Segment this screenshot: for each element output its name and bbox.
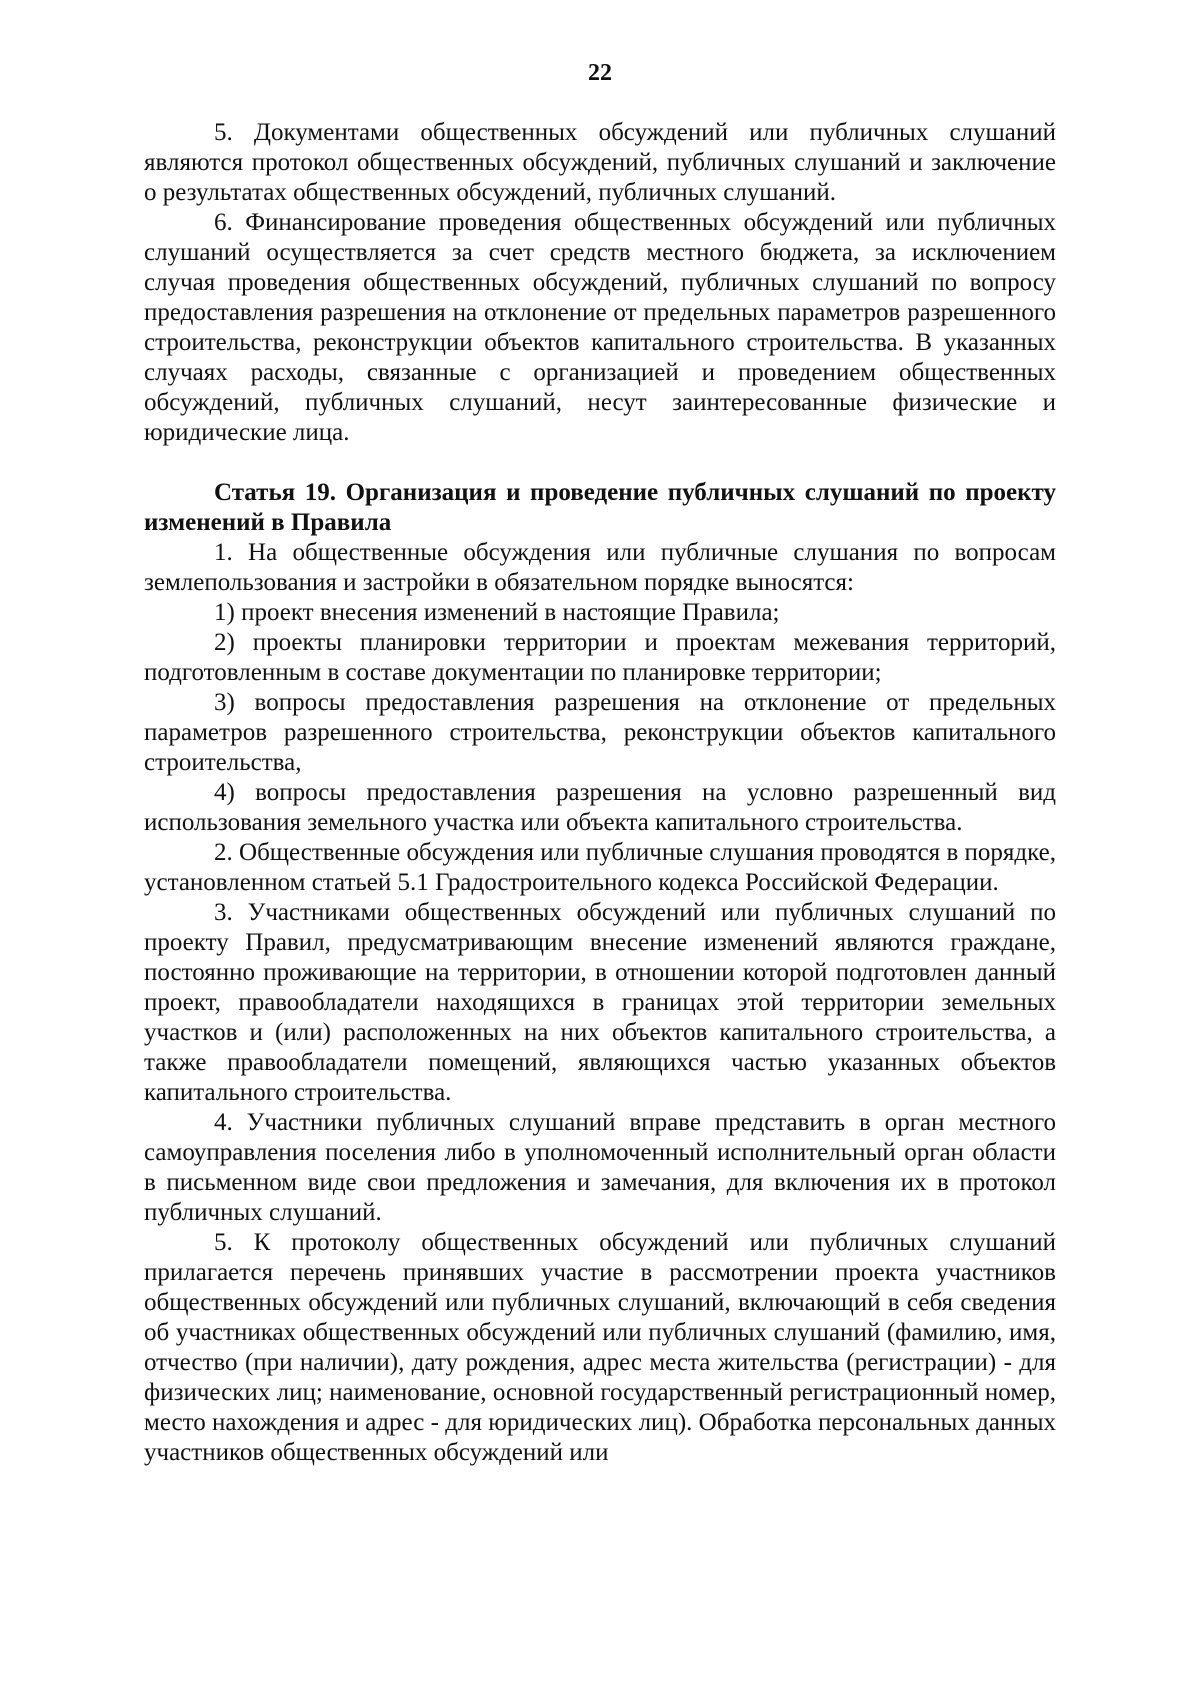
page-number: 22 [588,60,612,86]
paragraph-financing: 6. Финансирование проведения общественных обсуждений или публичных слушаний осуществляется за счет средств местного бюджета, за исключением случая проведения общественных обсуждений, публичных слушаний по вопросу предоставления разрешения на отклонение от предельных параметров разрешенного строительства, реконструкции объектов капитального строительства. В указанных случаях расходы, связанные с организацией и проведением общественных обсуждений, публичных слушаний, несут заинтересованные физические и юридические лица. [144,209,1056,446]
paragraph-article-item: 5. К протоколу общественных обсуждений или публичных слушаний прилагается перечень принявших участие в рассмотрении проекта участников общественных обсуждений или публичных слушаний, включающий в себя сведения об участниках общественных обсуждений или публичных слушаний (фамилию, имя, отчество (при наличии), дату рождения, адрес места жительства (регистрации) - для физических лиц; наименование, основной государственный регистрационный номер, место нахождения и адрес - для юридических лиц). Обработка персональных данных участников общественных обсуждений или [144,1229,1056,1466]
paragraph-article-item: 1) проект внесения изменений в настоящие Правила; [214,599,780,626]
section-spacer [144,448,1056,478]
paragraph-article-item: 3) вопросы предоставления разрешения на отклонение от предельных параметров разрешенного строительства, реконструкции объектов капитального строительства, [144,689,1056,776]
paragraph-documents: 5. Документами общественных обсуждений или публичных слушаний являются протокол общественных обсуждений, публичных слушаний и заключение о результатах общественных обсуждений, публичных слушаний. [144,119,1056,206]
paragraph-article-item: 3. Участниками общественных обсуждений или публичных слушаний по проекту Правил, предусматривающим внесение изменений являются граждане, постоянно проживающие на территории, в отношении которой подготовлен данный проект, правообладатели находящихся в границах этой территории земельных участков и (или) расположенных на них объектов капитального строительства, а также правообладатели помещений, являющихся частью указанных объектов капитального строительства. [144,899,1056,1106]
paragraph-article-item: 4) вопросы предоставления разрешения на условно разрешенный вид использования земельного участка или объекта капитального строительства. [144,779,1056,836]
document-body [144,118,1056,1468]
paragraph-article-item: 2. Общественные обсуждения или публичные слушания проводятся в порядке, установленном статьей 5.1 Градостроительного кодекса Российской Федерации. [144,839,1056,896]
article-heading: Статья 19. Организация и проведение публичных слушаний по проекту изменений в Правила [144,479,1056,536]
paragraph-article-item: 1. На общественные обсуждения или публичные слушания по вопросам землепользования и застройки в обязательном порядке выносятся: [144,539,1056,596]
paragraph-article-item: 2) проекты планировки территории и проектам межевания территорий, подготовленным в составе документации по планировке территории; [144,629,1056,686]
paragraph-article-item: 4. Участники публичных слушаний вправе представить в орган местного самоуправления поселения либо в уполномоченный исполнительный орган области в письменном виде свои предложения и замечания, для включения их в протокол публичных слушаний. [144,1109,1056,1226]
